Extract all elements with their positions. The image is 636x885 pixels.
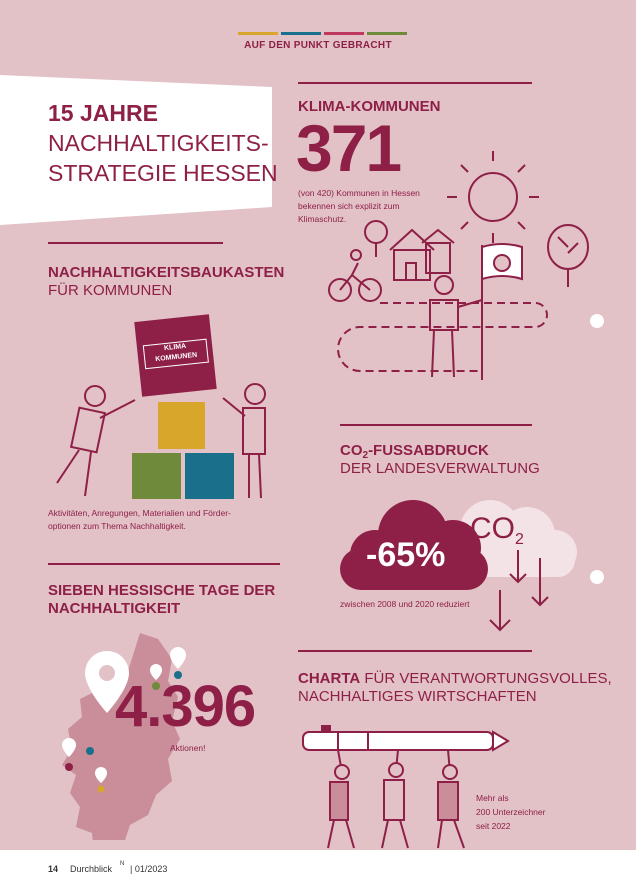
klima-illustration: [320, 135, 610, 390]
co2-heading-light: DER LANDESVERWALTUNG: [340, 460, 540, 477]
houses-icon: [390, 230, 454, 280]
white-dot: [590, 570, 604, 584]
dot-yellow: [98, 786, 105, 793]
klima-number: 371: [296, 111, 401, 185]
co2-heading-prefix: CO: [340, 442, 363, 459]
color-bar-red: [324, 32, 364, 35]
rule-charta: [298, 650, 532, 652]
charta-heading-light: FÜR VERANTWORTUNGSVOLLES,: [360, 670, 612, 687]
footer-brand: Durchblick: [70, 864, 113, 874]
dot-teal: [86, 747, 94, 755]
klima-desc-2: bekennen sich explizit zum: [298, 201, 400, 211]
baukasten-heading-bold: NACHHALTIGKEITSBAUKASTEN: [48, 264, 285, 281]
footer: [0, 850, 636, 885]
co2-desc: zwischen 2008 und 2020 reduziert: [340, 599, 470, 609]
rule-tage: [48, 563, 280, 565]
charta-note-2: 200 Unterzeichner: [476, 807, 546, 817]
baukasten-desc-2: optionen zum Thema Nachhaltigkeit.: [48, 521, 186, 531]
charta-heading-1: [298, 670, 612, 688]
charta-note-3: seit 2022: [476, 821, 511, 831]
dot-red: [65, 763, 73, 771]
klima-logo-badge: [143, 339, 209, 370]
tree-icon: [365, 221, 387, 257]
co2-heading-suffix: -FUSSABDRUCK: [368, 442, 489, 459]
title-line1: 15 JAHRE: [48, 100, 158, 126]
tree-icon: [548, 225, 588, 287]
rule-baukasten: [48, 242, 223, 244]
cyclist-icon: [329, 250, 381, 301]
sun-icon: [447, 151, 539, 243]
charta-note-1: Mehr als: [476, 793, 509, 803]
carriers-icon: [328, 750, 464, 848]
baukasten-heading-light: FÜR KOMMUNEN: [48, 282, 173, 299]
pen-icon: [303, 726, 508, 750]
tage-heading-1: SIEBEN HESSISCHE TAGE DER: [48, 582, 276, 599]
co2-cloud-label: [470, 512, 524, 549]
klima-logo-label2: KOMMUNEN: [154, 351, 198, 364]
klima-desc-3: Klimaschutz.: [298, 214, 347, 224]
co2-cloud-text: CO: [470, 512, 515, 545]
title-line2: NACHHALTIGKEITS-: [48, 130, 269, 156]
klima-desc-1: (von 420) Kommunen in Hessen: [298, 188, 420, 198]
color-bar-blue: [281, 32, 321, 35]
title-line3: STRATEGIE HESSEN: [48, 160, 278, 186]
footer-issue: | 01/2023: [130, 864, 168, 874]
co2-heading-sub: 2: [362, 450, 369, 461]
color-bar-green: [367, 32, 407, 35]
rule-co2: [340, 424, 532, 426]
white-dot: [590, 314, 604, 328]
klima-logo-label1: KLIMA: [163, 342, 187, 353]
person-left-icon: [57, 386, 135, 496]
tage-label: Aktionen!: [170, 743, 206, 753]
charta-heading-2: NACHHALTIGES WIRTSCHAFTEN: [298, 688, 537, 705]
person-right-icon: [223, 384, 265, 498]
klima-heading: KLIMA-KOMMUNEN: [298, 98, 441, 115]
flag-person-icon: [430, 244, 522, 380]
footer-sup: N: [120, 861, 125, 867]
builders-illustration: [45, 378, 275, 503]
baukasten-desc-1: Aktivitäten, Anregungen, Materialien und Förder-: [48, 508, 231, 518]
co2-value: -65%: [366, 536, 446, 574]
charta-heading-bold: CHARTA: [298, 670, 361, 687]
footer-page: 14: [48, 864, 59, 874]
tage-heading-2: NACHHALTIGKEIT: [48, 600, 181, 617]
rule-klima: [298, 82, 532, 84]
color-bar-yellow: [238, 32, 278, 35]
header-kicker: AUF DEN PUNKT GEBRACHT: [244, 40, 392, 51]
co2-cloud-sub: 2: [515, 531, 524, 548]
tage-number: 4.396: [115, 674, 256, 739]
